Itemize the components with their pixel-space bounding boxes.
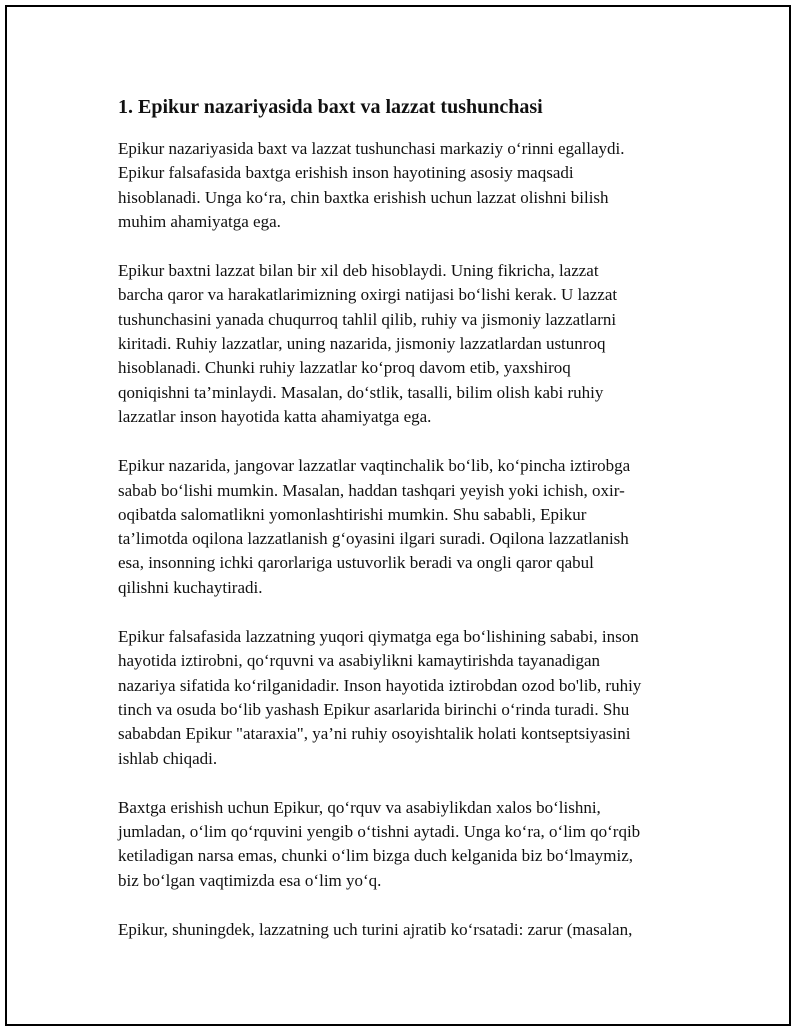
paragraph-line: Epikur, shuningdek, lazzatning uch turini ajratib ko‘rsatadi: zarur (masalan, [118,920,633,940]
paragraph [118,259,678,429]
paragraph [118,796,678,893]
paragraph-line: Epikur nazariyasida baxt va lazzat tushunchasi markaziy o‘rinni egallaydi. [118,139,625,158]
paragraph [118,625,678,771]
paragraph-line: tushunchasini yanada chuqurroq tahlil qilib, ruhiy va jismoniy lazzatlarni [118,309,617,329]
paragraph-line: qoniqishni ta’minlaydi. Masalan, do‘stlik, tasalli, bilim olish kabi ruhiy [118,382,604,402]
paragraph-line: sabab bo‘lishi mumkin. Masalan, haddan tashqari yeyish yoki ichish, oxir- [118,480,625,500]
paragraph-line: nazariya sifatida ko‘rilganidadir. Inson hayotida iztirobdan ozod bo'lib, ruhiy [118,675,642,695]
paragraph-line: muhim ahamiyatga ega. [118,211,281,231]
paragraph-line: biz bo‘lgan vaqtimizda esa o‘lim yo‘q. [118,870,382,890]
paragraph-line: ta’limotda oqilona lazzatlanish g‘oyasini ilgari suradi. Oqilona lazzatlanish [118,529,629,549]
paragraph-line: Epikur baxtni lazzat bilan bir xil deb hisoblaydi. Uning fikricha, lazzat [118,261,599,281]
paragraph-line: barcha qaror va harakatlarimizning oxirgi natijasi bo‘lishi kerak. U lazzat [118,285,618,305]
paragraph-line: hayotida iztirobni, qo‘rquvni va asabiylikni kamaytirishda tayanadigan [118,651,601,671]
paragraph-container [118,137,678,942]
paragraph [118,137,678,234]
section-title: 1. Epikur nazariyasida baxt va lazzat tushunchasi [118,96,543,118]
paragraph-line: Epikur nazarida, jangovar lazzatlar vaqtinchalik bo‘lib, ko‘pincha iztirobga [118,456,631,476]
paragraph-line: sababdan Epikur "ataraxia", ya’ni ruhiy osoyishtalik holati kontseptsiyasini [118,724,631,744]
paragraph-line: ketiladigan narsa emas, chunki o‘lim bizga duch kelganida biz bo‘lmaymiz, [118,846,634,866]
paragraph-line: kiritadi. Ruhiy lazzatlar, uning nazarida, jismoniy lazzatlardan ustunroq [118,334,606,354]
paragraph-line: tinch va osuda bo‘lib yashash Epikur asarlarida birinchi o‘rinda turadi. Shu [118,699,630,719]
paragraph [118,454,678,600]
paragraph-line: Epikur falsafasida baxtga erishish inson hayotining asosiy maqsadi [118,163,574,183]
paragraph-line: ishlab chiqadi. [118,748,218,768]
paragraph-line: jumladan, o‘lim qo‘rquvini yengib o‘tishni aytadi. Unga ko‘ra, o‘lim qo‘rqib [118,822,641,842]
paragraph [118,918,678,942]
paragraph-line: lazzatlar inson hayotida katta ahamiyatga ega. [118,406,432,426]
paragraph-line: Baxtga erishish uchun Epikur, qo‘rquv va asabiylikdan xalos bo‘lishni, [118,797,601,817]
paragraph-line: hisoblanadi. Chunki ruhiy lazzatlar ko‘proq davom etib, yaxshiroq [118,358,571,378]
paragraph-line: Epikur falsafasida lazzatning yuqori qiymatga ega bo‘lishining sababi, inson [118,627,639,647]
paragraph-line: qilishni kuchaytiradi. [118,577,263,597]
paragraph-line: esa, insonning ichki qarorlariga ustuvorlik beradi va ongli qaror qabul [118,553,594,573]
paragraph-line: hisoblanadi. Unga ko‘ra, chin baxtka erishish uchun lazzat olishni bilish [118,187,609,207]
paragraph-line: oqibatda salomatlikni yomonlashtirishi mumkin. Shu sababli, Epikur [118,504,587,524]
document-body [118,94,678,967]
